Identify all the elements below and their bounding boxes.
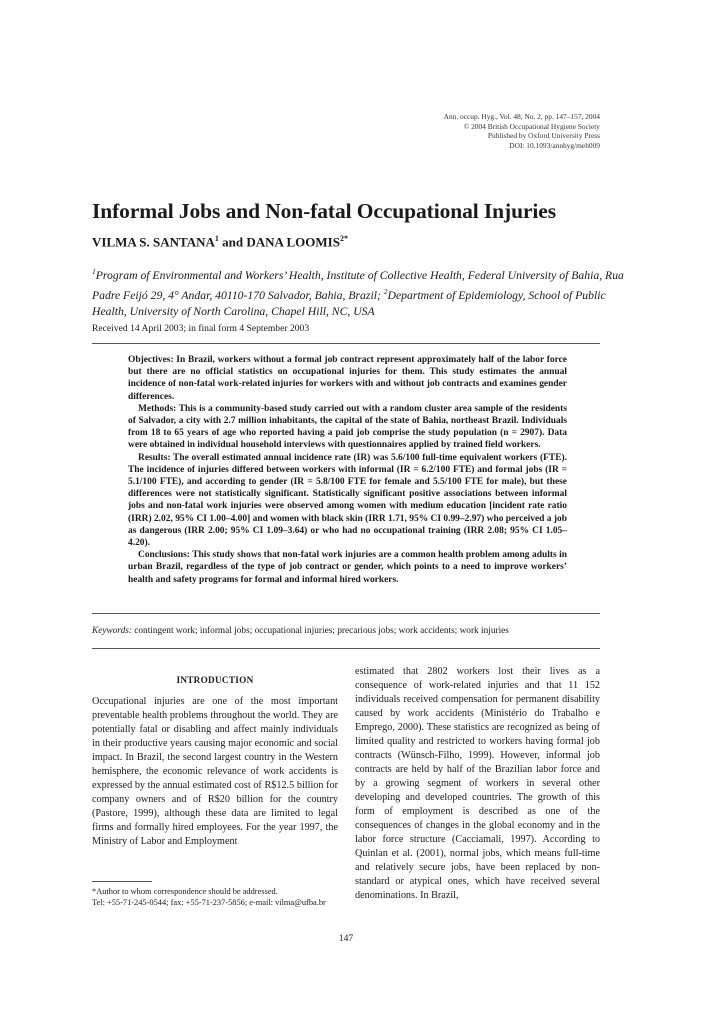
footnote-contact: Tel: +55-71-245-0544; fax: +55-71-237-5856; e-mail: vilma@ufba.br (92, 898, 326, 907)
author-separator: and (218, 234, 247, 250)
abstract (128, 354, 567, 586)
keywords-divider (92, 648, 600, 649)
author-name: VILMA S. SANTANA (92, 234, 215, 250)
page-number: 147 (338, 933, 354, 944)
footnote-line: *Author to whom correspondence should be addressed. (92, 887, 278, 896)
section-heading-introduction: INTRODUCTION (176, 675, 254, 685)
correspondence-footnote (92, 886, 338, 908)
citation-line: DOI: 10.1093/annhyg/meh009 (509, 140, 600, 150)
introduction-paragraph: Occupational injuries are one of the most important preventable health problems throughout the world. They are potentially fatal or disabling and affect mainly individuals in their productive years causing major economic and social impact. In Brazil, the second largest country in the Western hemisphere, the economic relevance of work accidents is expressed by the annual estimated cost of R$12.5 billion for company owners and of R$20 billion for the country (Pastore, 1999), although these data are limited to legal firms and formally hired employees. For the year 1997, the Ministry of Labor and Employment (92, 696, 338, 847)
article-title: Informal Jobs and Non-fatal Occupational Injuries (92, 199, 556, 223)
affiliation-text: Program of Environmental and Workers’ Health, Institute of Collective Health, Federal University of Bahia, Rua Padre Feijó 29, 4° Andar, 40110-170 Salvador, Bahia, Brazil; (92, 268, 624, 302)
introduction-paragraph-continued: estimated that 2802 workers lost their lives as a consequence of work-related injuries and that 11 152 individuals received compensation for permanent disability caused by work accidents (Ministério do Trabalho e Emprego, 2000). These statistics are recognized as being of limited quality and restricted to workers having formal job contracts (Wünsch-Filho, 1999). However, informal job contracts are held by half of the Brazilian labor force and by a growing segment of workers in several other developing and developed countries. The growth of this form of employment is described as one of the consequences of changes in the global economy and in the labor force structure (Cacciamali, 1997). According to Quinlan et al. (2001), normal jobs, which means full-time and relatively secure jobs, have been replaced by non-standard or atypical ones, which have received several denominations. In Brazil, (355, 666, 600, 901)
affiliation-marker: 1 (92, 267, 96, 276)
affiliation-text: Department of Epidemiology, School of Public Health, University of North Carolina, Chapel Hill, NC, USA (92, 288, 606, 318)
keywords-text: contingent work; informal jobs; occupational injuries; precarious jobs; work accidents; work injuries (131, 626, 509, 636)
footnote-divider (92, 881, 152, 882)
abstract-bottom-divider (92, 613, 600, 614)
citation-line: Ann. occup. Hyg., Vol. 48, No. 2, pp. 147–157, 2004 (443, 112, 600, 121)
abstract-methods: Methods: This is a community-based study carried out with a random cluster area sample of the residents of Salvador, a city with 2.7 million inhabitants, the capital of the state of Bahia, northeast Brazil. Individuals from 18 to 65 years of age who reported having a paid job comprise the study population (n = 2907). Data were obtained in individual household interviews with questionnaires applied by trained field workers. (128, 403, 567, 451)
author-list (92, 234, 348, 250)
abstract-objectives: Objectives: In Brazil, workers without a formal job contract represent approximately half of the labor force but there are no official statistics on occupational injuries for them. This study estimates the annual incidence of non-fatal work-related injuries for workers with and without job contracts and examines gender differences. (128, 355, 567, 402)
affiliations (92, 264, 632, 320)
abstract-top-divider (92, 343, 600, 344)
journal-citation (280, 112, 600, 150)
keywords (92, 626, 509, 636)
body-column-right (355, 665, 600, 903)
received-dates: Received 14 April 2003; in final form 4 September 2003 (92, 323, 310, 334)
abstract-results: Results: The overall estimated annual incidence rate (IR) was 5.6/100 full-time equivalent workers (FTE). The incidence of injuries differed between workers with informal (IR = 6.2/100 FTE) and formal jobs (IR = 5.1/100 FTE), and according to gender (IR = 5.8/100 FTE for female and 5.5/100 FTE for male), but these differences were not statistically significant. Statistically significant positive associations between informal jobs and non-fatal work injuries were observed among women with medium education [incident rate ratio (IRR) 2.02, 95% CI 1.00–4.00] and women with black skin (IRR 1.71, 95% CI 0.99–2.97) who perceived a job as dangerous (IRR 2.00; 95% CI 1.09–3.64) or who had no occupational training (IRR 2.08; 95% CI 1.05–4.20). (128, 452, 567, 549)
author-name: DANA LOOMIS (246, 234, 340, 250)
citation-line: © 2004 British Occupational Hygiene Society (463, 121, 600, 131)
abstract-conclusions: Conclusions: This study shows that non-fatal work injuries are a common health problem among adults in urban Brazil, regardless of the type of job contract or gender, which points to a need to improve workers’ health and safety programs for formal and informal hired workers. (128, 550, 567, 585)
keywords-label: Keywords: (92, 626, 132, 636)
author-affiliation-marker: 2* (339, 234, 348, 243)
author-affiliation-marker: 1 (214, 234, 219, 243)
body-column-left (92, 695, 338, 849)
affiliation-marker: 2 (383, 286, 388, 296)
citation-line: Published by Oxford University Press (487, 131, 600, 141)
